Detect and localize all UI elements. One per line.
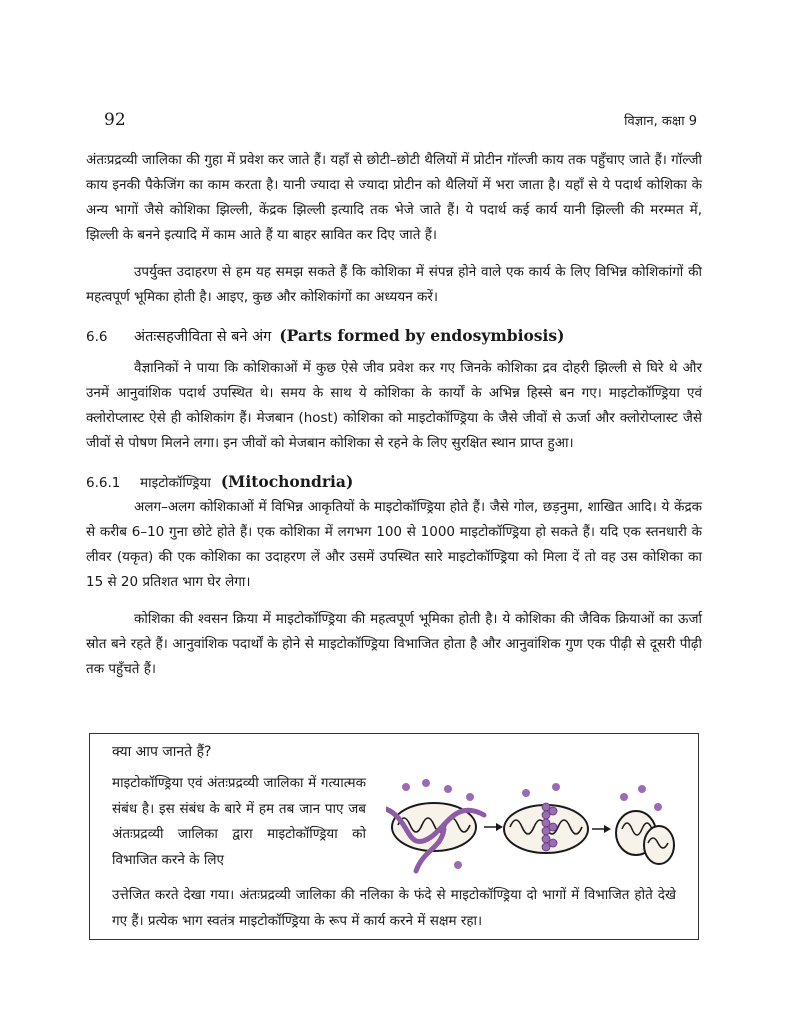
subsection-heading (86, 472, 702, 491)
box-title: क्या आप जानते हैं? (112, 744, 212, 760)
page-content (86, 148, 702, 682)
paragraph: अलग–अलग कोशिकाओं में विभिन्न आकृतियों के माइटोकॉण्ड्रिया होते हैं। जैसे गोल, छड़नुमा, शाखित आदि। ये केंद्रक से करीब 6–10 गुना छोटे होते हैं। एक कोशिका में लगभग 100 से 1000 माइटोकॉण्ड्रिया हो सकते हैं। यदि एक स्तनधारी के लीवर (यकृत) की एक कोशिका का उदाहरण लें और उसमें उपस्थित सारे माइटोकॉण्ड्रिया को मिला दें तो वह उस कोशिका का 15 से 20 प्रतिशत भाग घेर लेगा। (86, 499, 702, 590)
daughter-mitochondria-stage-3 (616, 785, 674, 864)
mitochondrion-constriction-stage-2 (504, 783, 588, 853)
paragraph: कोशिका की श्वसन क्रिया में माइटोकॉण्ड्रिया की महत्वपूर्ण भूमिका होती है। ये कोशिका की जैविक क्रियाओं का ऊर्जा स्रोत बने रहते हैं। आनुवांशिक पदार्थों के होने से माइटोकॉण्ड्रिया विभाजित होता है और आनुवांशिक गुण एक पीढ़ी से दूसरी पीढ़ी तक पहुँचते हैं। (86, 611, 702, 677)
paragraph: उपर्युक्त उदाहरण से हम यह समझ सकते हैं कि कोशिका में संपन्न होने वाले एक कार्य के लिए विभिन्न कोशिकांगों की महत्वपूर्ण भूमिका होती है। आइए, कुछ और कोशिकांगों का अध्ययन करें। (86, 264, 702, 305)
mitochondria-division-illustration (386, 779, 676, 879)
section-number: 6.6 (86, 329, 108, 345)
page-number: 92 (104, 110, 126, 130)
subsection-title-hindi: माइटोकॉण्ड्रिया (140, 475, 211, 491)
paragraph: अंतःप्रद्रव्यी जालिका की गुहा में प्रवेश कर जाते हैं। यहाँ से छोटी–छोटी थैलियों में प्रोटीन गॉल्जी काय तक पहुँचाए जाते हैं। गॉल्जी काय इनकी पैकेजिंग का काम करता है। यानी ज्यादा से ज्यादा प्रोटीन को थैलियों में भरा जाता है। यहाँ से ये पदार्थ कोशिका के अन्य भागों जैसे कोशिका झिल्ली, केंद्रक झिल्ली इत्यादि तक भेजे जाते हैं। ये पदार्थ कई कार्य यानी झिल्ली की मरम्मत में, झिल्ली के बनने इत्यादि में काम आते हैं या बाहर स्रावित कर दिए जाते हैं। (86, 152, 702, 243)
section-title-hindi: अंतःसहजीविता से बने अंग (134, 329, 272, 345)
subsection-number: 6.6.1 (86, 475, 121, 491)
box-text-bottom: उत्तेजित करते देखा गया। अंतःप्रद्रव्यी जालिका की नलिका के फंदे से माइटोकॉण्ड्रिया दो भागों में विभाजित होते देखे गए हैं। प्रत्येक भाग स्वतंत्र माइटोकॉण्ड्रिया के रूप में कार्य करने में सक्षम रहा। (112, 887, 676, 929)
subsection-title-english: (Mitochondria) (220, 472, 354, 491)
paragraph: वैज्ञानिकों ने पाया कि कोशिकाओं में कुछ ऐसे जीव प्रवेश कर गए जिनके कोशिका द्रव दोहरी झिल्ली से घिरे थे और उनमें आनुवांशिक पदार्थ उपस्थित थे। समय के साथ ये कोशिका के कार्यों के अभिन्न हिस्से बन गए। माइटोकॉण्ड्रिया एवं क्लोरोप्लास्ट ऐसे ही कोशिकांग हैं। मेजबान (host) कोशिका को माइटोकॉण्ड्रिया के जैसे जीवों से ऊर्जा और क्लोरोप्लास्ट जैसे जीवों से पोषण मिलने लगा। इन जीवों को मेजबान कोशिका से रहने के लिए सुरक्षित स्थान प्राप्त हुआ। (86, 360, 702, 451)
mitochondrion-with-er-stage-1 (386, 779, 484, 871)
mitochondria-division-figure (386, 779, 676, 883)
box-text-top: माइटोकॉण्ड्रिया एवं अंतःप्रद्रव्यी जालिका में गत्यात्मक संबंध है। इस संबंध के बारे में हम तब जान पाए जब अंतःप्रद्रव्यी जालिका द्वारा माइटोकॉण्ड्रिया को विभाजित करने के लिए (112, 775, 366, 868)
section-heading (86, 326, 702, 346)
book-title: विज्ञान, कक्षा 9 (624, 114, 697, 129)
section-title-english: (Parts formed by endosymbiosis) (279, 326, 565, 345)
did-you-know-box (89, 733, 699, 940)
